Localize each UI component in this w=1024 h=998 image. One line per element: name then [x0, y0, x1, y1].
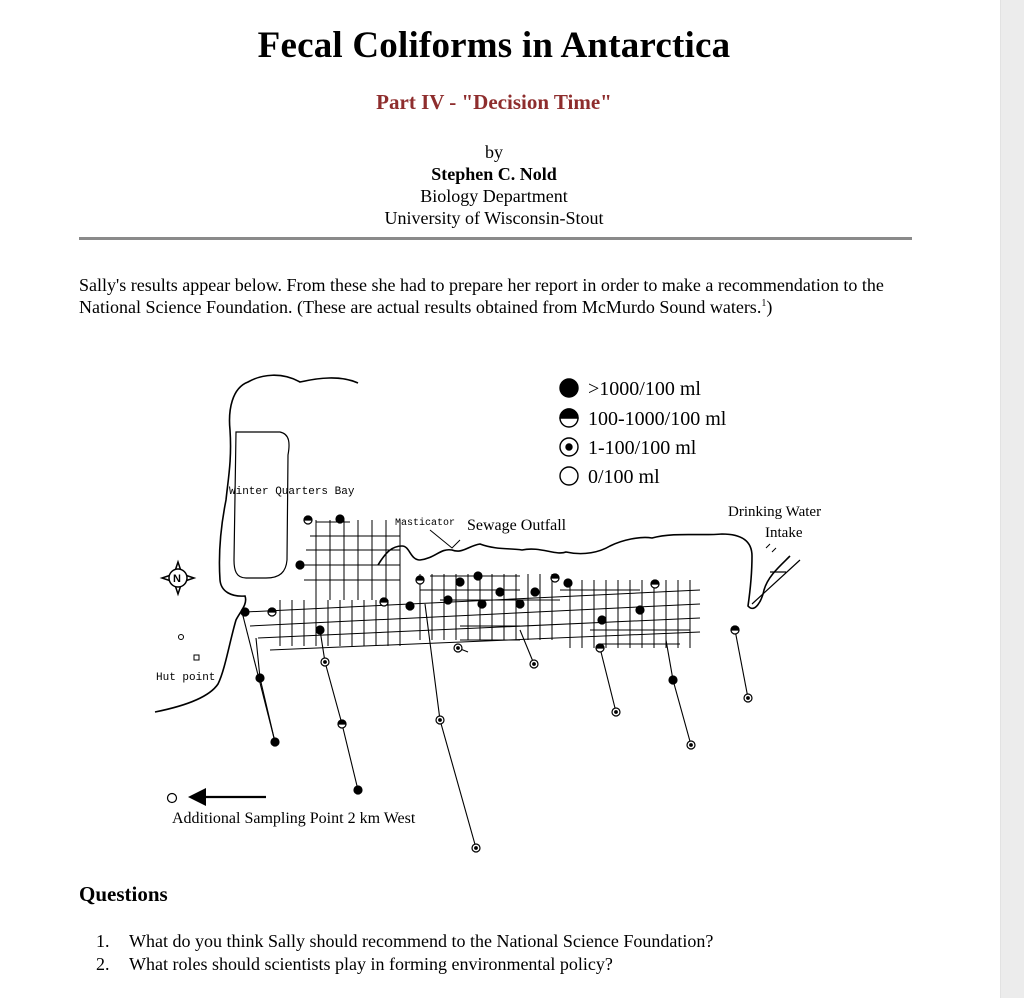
- question-number: 2.: [96, 954, 110, 974]
- legend-label-full: >1000/100 ml: [588, 378, 701, 400]
- list-item: [96, 953, 713, 976]
- landmark-marker: [179, 635, 184, 640]
- questions-heading: Questions: [79, 882, 168, 906]
- intro-text-end: ): [766, 297, 773, 317]
- question-text: What do you think Sally should recommend to the National Science Foundation?: [129, 931, 714, 951]
- legend-full-icon: [560, 379, 578, 397]
- additional-sample-marker: [168, 794, 177, 803]
- author-name: Stephen C. Nold: [431, 164, 557, 184]
- legend-empty-icon: [560, 467, 578, 485]
- questions-list: [96, 930, 713, 976]
- horizontal-rule: [79, 237, 912, 240]
- legend-dot-icon: [560, 438, 578, 456]
- legend-label-empty: 0/100 ml: [588, 466, 660, 488]
- sample-points: [241, 515, 677, 794]
- intro-text: Sally's results appear below. From these she had to prepare her report in order to make a recommendation to the National Science Foundation. (These are actual results obtained from McMurdo Sound waters.: [79, 275, 884, 317]
- sampling-map: [140, 355, 860, 860]
- intake-label: Intake: [765, 525, 803, 541]
- hut-point-label: Hut point: [156, 672, 216, 684]
- intake-marker: [766, 544, 776, 552]
- department: Biology Department: [420, 186, 568, 206]
- question-number: 1.: [96, 931, 110, 951]
- by-label: by: [485, 142, 503, 162]
- landmark-marker: [194, 655, 199, 660]
- legend-label-dot: 1-100/100 ml: [588, 437, 697, 459]
- footnote-marker[interactable]: 1: [761, 298, 767, 309]
- page-subtitle: Part IV - "Decision Time": [376, 90, 612, 114]
- masticator-label: Masticator: [395, 518, 456, 529]
- byline: [0, 141, 988, 229]
- drinking-water-line: [752, 560, 800, 604]
- map-legend: [560, 379, 578, 485]
- winter-quarters-bay-label: Winter Quarters Bay: [229, 486, 355, 498]
- winter-quarters-bay-outline: [234, 432, 289, 578]
- compass-label: N: [173, 573, 181, 585]
- additional-sampling-label: Additional Sampling Point 2 km West: [172, 810, 416, 827]
- compass-rose-icon: [162, 562, 194, 594]
- sewage-outfall-label: Sewage Outfall: [467, 517, 567, 534]
- coastline-south: [378, 534, 790, 608]
- scrollbar[interactable]: [1000, 0, 1024, 998]
- masticator-pointer: [430, 530, 460, 548]
- drinking-water-label: Drinking Water: [728, 504, 822, 520]
- page-title: Fecal Coliforms in Antarctica: [257, 25, 731, 66]
- question-text: What roles should scientists play in forming environmental policy?: [129, 954, 613, 974]
- legend-half-icon: [560, 409, 578, 427]
- list-item: [96, 930, 713, 953]
- intro-paragraph: [79, 274, 919, 318]
- legend-label-half: 100-1000/100 ml: [588, 408, 727, 430]
- arrow-head-icon: [188, 788, 206, 806]
- institution: University of Wisconsin-Stout: [384, 208, 604, 228]
